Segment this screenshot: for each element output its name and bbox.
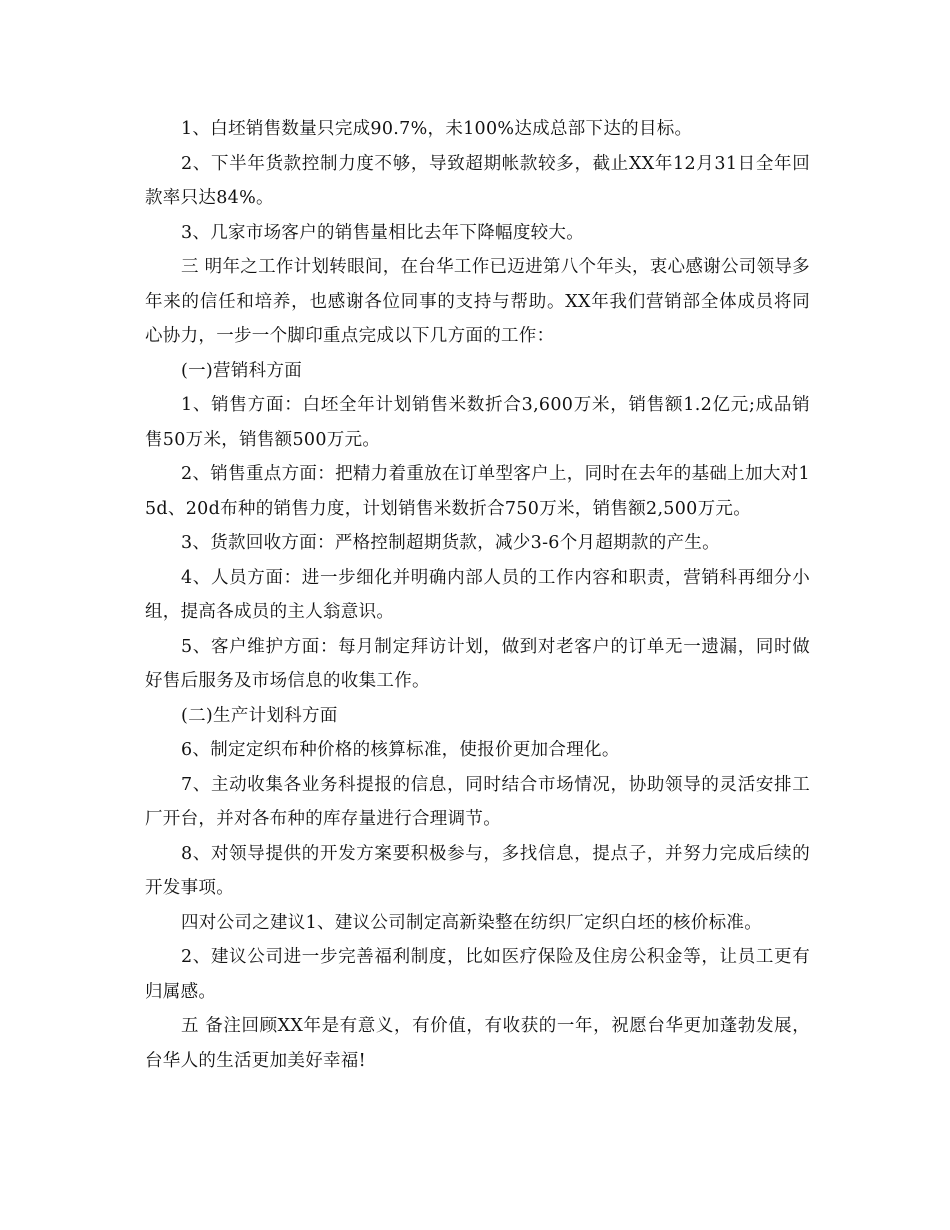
subheading-production: (二)生产计划科方面 bbox=[181, 705, 338, 726]
paragraph-plan-information: 7、主动收集各业务科提报的信息，同时结合市场情况，协助领导的灵活安排工厂开台，并对各布种的库存量进行合理调节。 bbox=[145, 774, 810, 829]
paragraph-plan-pricing: 6、制定定织布种价格的核算标准，使报价更加合理化。 bbox=[181, 740, 620, 760]
paragraph-plan-development: 8、对领导提供的开发方案要积极参与，多找信息，提点子，并努力完成后续的开发事项。 bbox=[145, 843, 810, 898]
document-body bbox=[145, 112, 810, 1078]
section-heading-work-plan: 三 明年之工作计划转眼间，在台华工作已迈进第八个年头，衷心感谢公司领导多年来的信任和培养，也感谢各位同事的支持与帮助。XX年我们营销部全体成员将同心协力，一步一个脚印重点完成以下几方面的工作： bbox=[145, 257, 810, 346]
paragraph-plan-sales: 1、销售方面：白坯全年计划销售米数折合3,600万米，销售额1.2亿元;成品销售50万米，销售额500万元。 bbox=[145, 395, 810, 450]
paragraph-shortfall-payment: 2、下半年货款控制力度不够，导致超期帐款较多，截止XX年12月31日全年回款率只达84%。 bbox=[145, 153, 810, 208]
paragraph-plan-customers: 5、客户维护方面：每月制定拜访计划，做到对老客户的订单无一遗漏，同时做好售后服务及市场信息的收集工作。 bbox=[145, 636, 810, 691]
paragraph-shortfall-market: 3、几家市场客户的销售量相比去年下降幅度较大。 bbox=[181, 222, 585, 243]
subheading-marketing: (一)营销科方面 bbox=[181, 360, 303, 381]
paragraph-shortfall-sales: 1、白坯销售数量只完成90.7%，未100%达成总部下达的目标。 bbox=[181, 119, 693, 139]
paragraph-plan-staff: 4、人员方面：进一步细化并明确内部人员的工作内容和职责，营销科再细分小组，提高各成员的主人翁意识。 bbox=[145, 567, 810, 622]
paragraph-plan-key-sales: 2、销售重点方面：把精力着重放在订单型客户上，同时在去年的基础上加大对15d、20d布种的销售力度，计划销售米数折合750万米，销售额2,500万元。 bbox=[145, 464, 810, 519]
section-heading-suggestions: 四对公司之建议1、建议公司制定高新染整在纺织厂定织白坯的核价标准。 bbox=[181, 912, 763, 933]
section-heading-closing: 五 备注回顾XX年是有意义，有价值，有收获的一年，祝愿台华更加蓬勃发展，台华人的生活更加美好幸福! bbox=[145, 1016, 810, 1071]
paragraph-plan-collection: 3、货款回收方面：严格控制超期货款，减少3-6个月超期款的产生。 bbox=[181, 533, 720, 553]
paragraph-suggestion-welfare: 2、建议公司进一步完善福利制度，比如医疗保险及住房公积金等，让员工更有归属感。 bbox=[145, 947, 810, 1002]
